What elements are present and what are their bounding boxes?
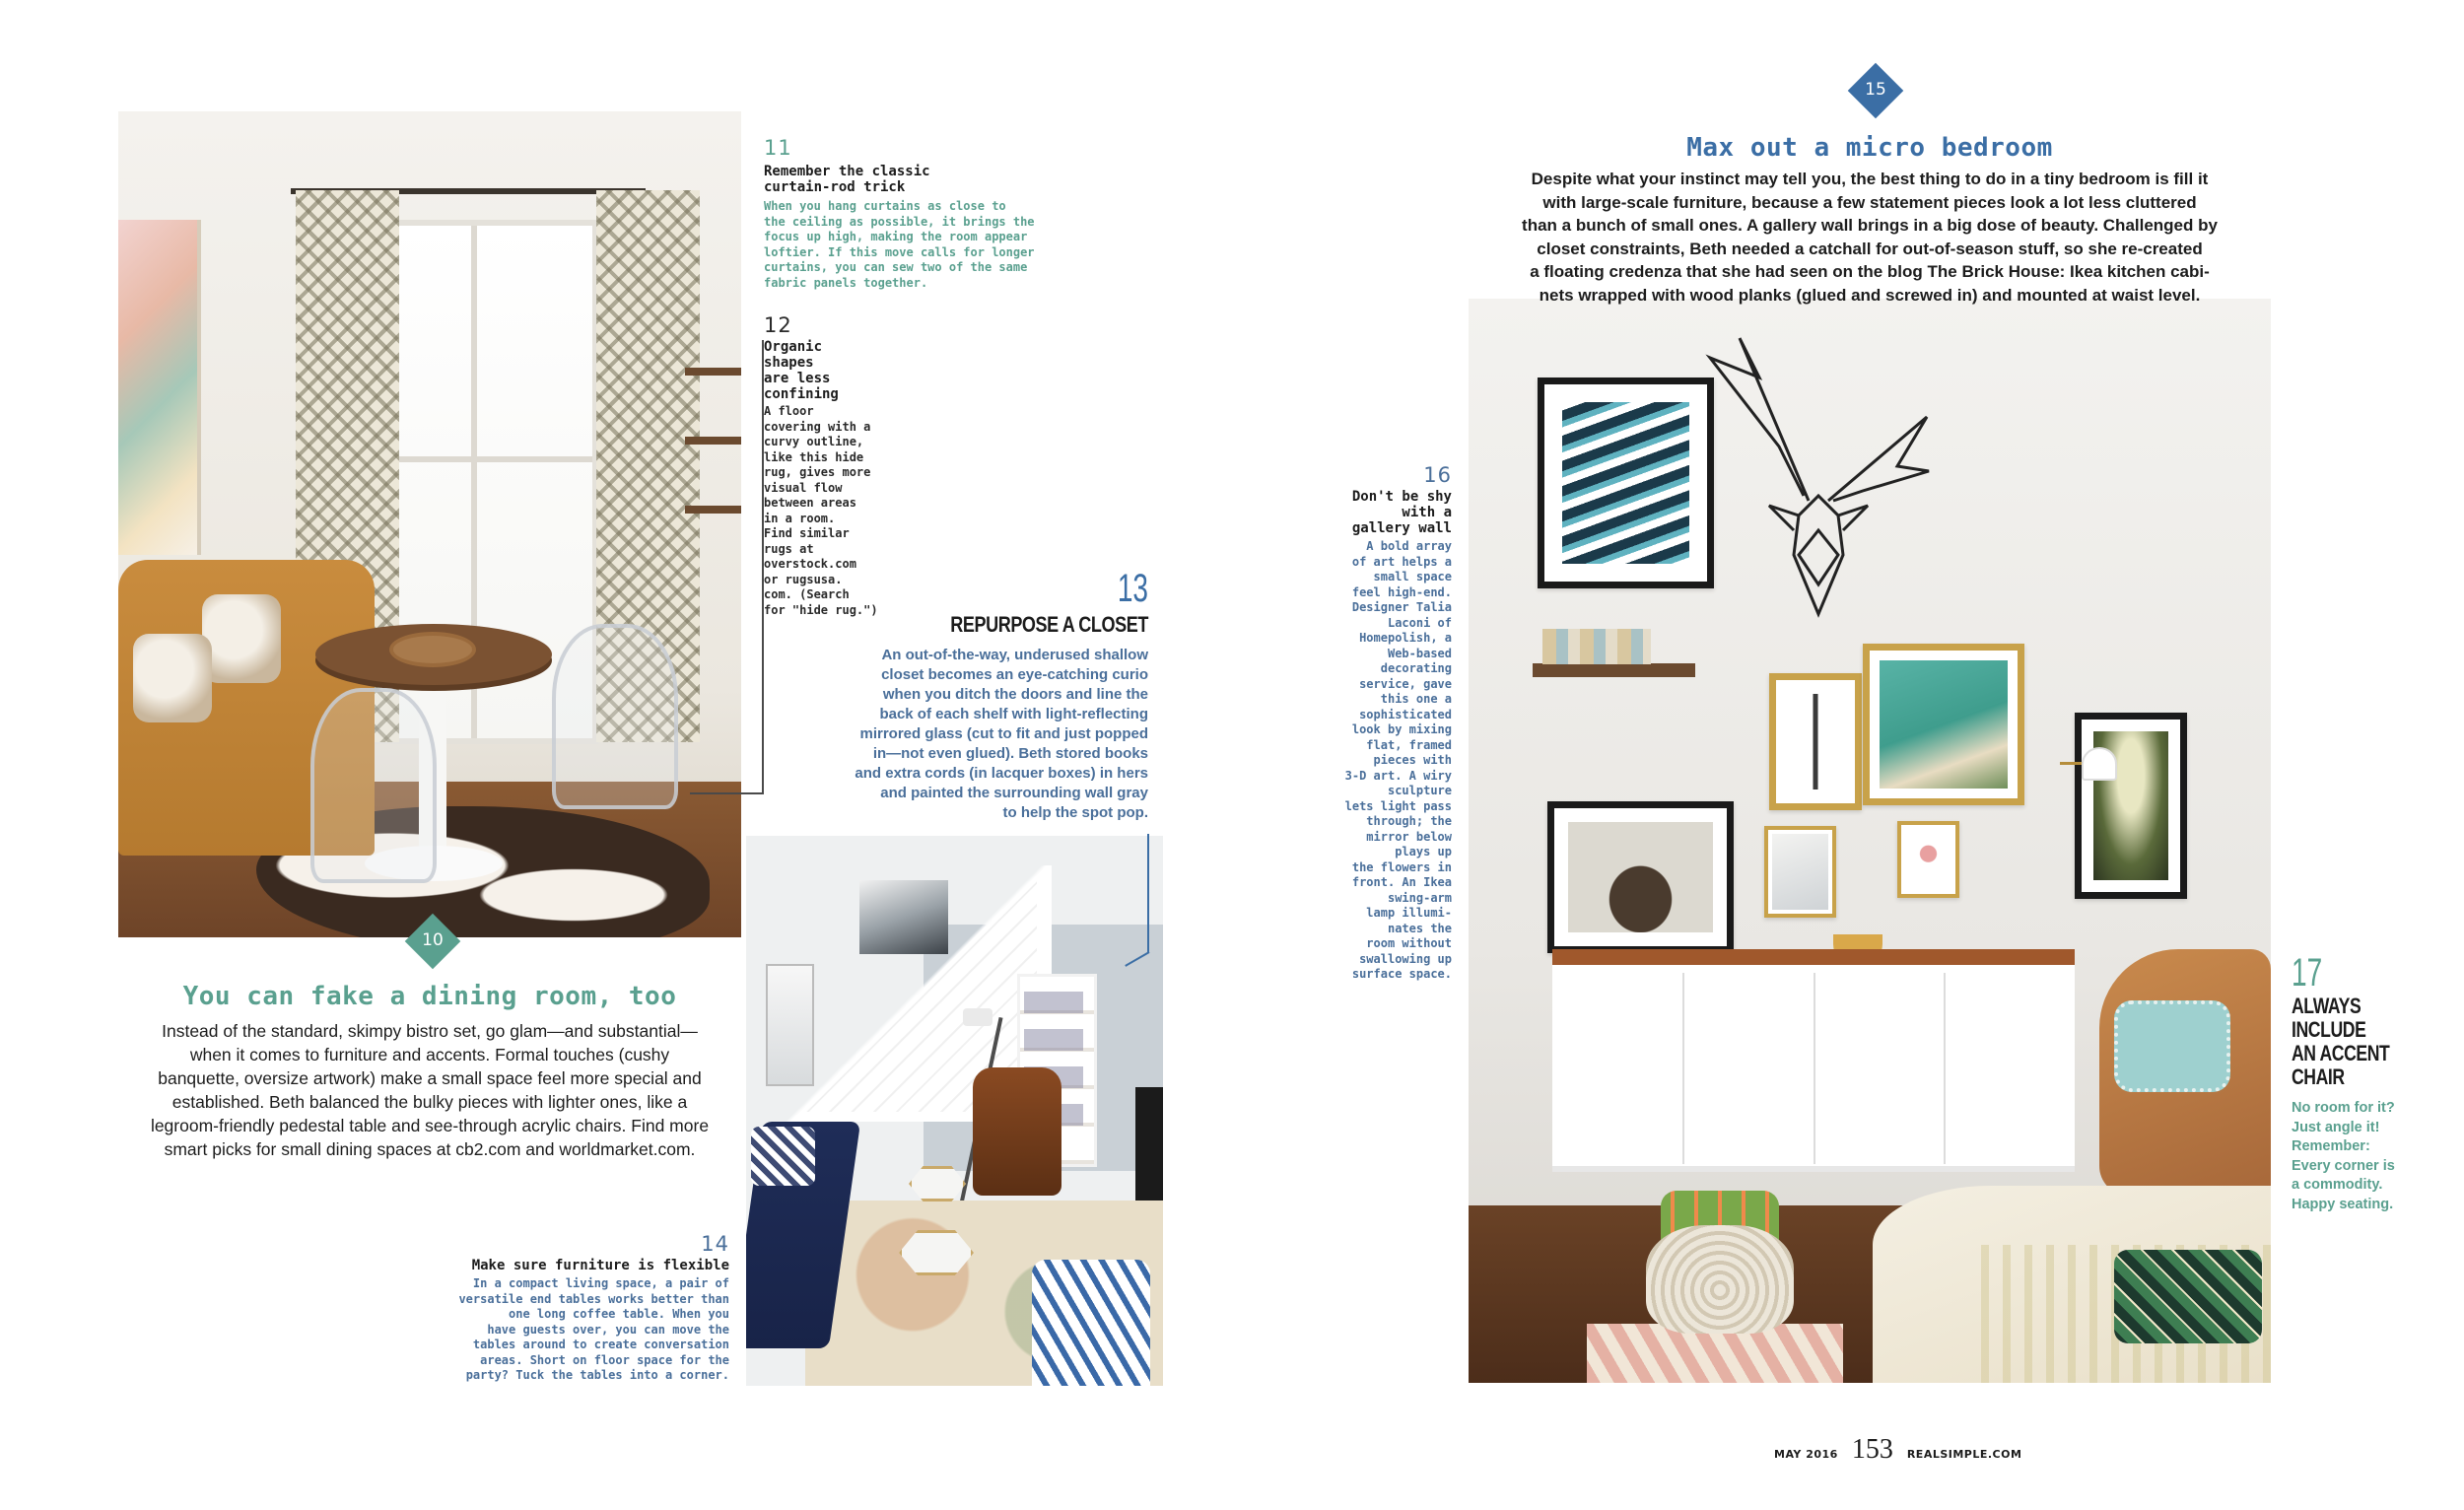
tip-12-body: A floor covering with a curvy outline, like this hide rug, gives more visual flow between areas in a room. Find similar rugs at overstock.com or rugsusa. com. (Search for "hide rug.") xyxy=(764,404,878,617)
tip-16 xyxy=(1281,463,1452,983)
tip-12-head: Organic shapes are less confining xyxy=(764,339,839,402)
tray xyxy=(389,632,476,667)
framed-art xyxy=(1538,378,1714,588)
folio-site: REALSIMPLE.COM xyxy=(1906,1448,2022,1461)
tip-17 xyxy=(2292,951,2459,1214)
framed-bison-photo xyxy=(1547,801,1734,953)
page-number: 153 xyxy=(1851,1434,1893,1465)
tip-14-body: In a compact living space, a pair of versatile end tables works better than one long coffee table. When you have guests over, you can move the tables around to create conversation areas. Short on floor space for the party? Tuck the tables into a corner. xyxy=(458,1276,729,1382)
tip-11-head: Remember the classic curtain-rod trick xyxy=(764,164,930,195)
tip-10-headline: You can fake a dining room, too xyxy=(182,982,677,1011)
tip-16-number: 16 xyxy=(1423,463,1452,487)
acrylic-chair xyxy=(310,688,437,883)
tip-16-body: A bold array of art helps a small space feel high-end. Designer Talia Laconi of Homepolish, a Web-based decorating service, gave this one a sophisticated look by mixing flat, framed pieces with 3-D art. A wiry sculpture lets light pass through; the mirror below plays up the flowers in front. An Ikea swing-arm lamp illumi- nates the room without swallowing up surface space. xyxy=(1344,539,1452,981)
woven-basket xyxy=(1646,1225,1794,1334)
framed-forest-print xyxy=(2075,713,2187,899)
leather-lounge-chair xyxy=(973,1067,1061,1196)
wall-shelf xyxy=(1533,663,1695,677)
pillow xyxy=(133,634,212,722)
dining-room-photo xyxy=(118,111,741,937)
tip-17-number: 17 xyxy=(2292,951,2323,995)
floor-mirror xyxy=(766,964,814,1086)
tip-11-body: When you hang curtains as close to the ceiling as possible, it brings the focus up high, making the room appear loftier. If this move calls for longer curtains, you can sew two of the same fabric panels together. xyxy=(764,199,1035,290)
tip-17-head: ALWAYS INCLUDE AN ACCENT CHAIR xyxy=(2292,994,2390,1089)
tip-15-number: 15 xyxy=(1865,80,1886,100)
wall-poster xyxy=(859,880,948,954)
tip-10-body: Instead of the standard, skimpy bistro set, go glam—and substantial— when it comes to furniture and accents. Formal touches (cushy banquette, oversize artwork) make a small space feel more special and established. Beth balanced the bulky pieces with lighter ones, like a legroom-friendly pedestal table and see-through acrylic chairs. Find more smart picks for small dining spaces at cb2.com and worldmarket.com. xyxy=(150,1021,710,1159)
framed-beach-print xyxy=(1863,644,2024,805)
tip-16-head: Don't be shy with a gallery wall xyxy=(1351,489,1452,536)
tip-11 xyxy=(764,136,1060,291)
tip-11-number: 11 xyxy=(764,136,792,160)
page-folio xyxy=(1774,1434,2030,1474)
bedroom-photo xyxy=(1469,299,2271,1383)
patterned-ottoman xyxy=(1032,1260,1150,1386)
folio-date: MAY 2016 xyxy=(1774,1448,1838,1461)
abstract-artwork xyxy=(118,220,201,555)
tip-10-number: 10 xyxy=(422,930,444,950)
tip-14-head: Make sure furniture is flexible xyxy=(471,1258,729,1273)
tip-13-leader xyxy=(1147,834,1149,952)
tip-13-body: An out-of-the-way, underused shallow closet becomes an eye-catching curio when you ditch the doors and line the back of each shelf with light-reflecting mirrored glass (cut to fit and just popped in—not even glued). Beth stored books and extra cords (in lacquer boxes) in hers and painted the surrounding wall gray to help the spot pop. xyxy=(855,647,1148,821)
end-table xyxy=(909,1166,966,1201)
pillow xyxy=(202,594,281,683)
tip-17-body: No room for it? Just angle it! Remember: Every corner is a commodity. Happy seating. xyxy=(2292,1100,2395,1212)
wire-antelope-sculpture xyxy=(1700,318,1937,653)
tip-13-head: REPURPOSE A CLOSET xyxy=(950,612,1148,637)
tip-12-number: 12 xyxy=(764,313,792,337)
tip-14 xyxy=(414,1232,729,1384)
framed-arrow-print xyxy=(1769,673,1862,810)
acrylic-chair xyxy=(552,624,678,809)
hanging-mirror xyxy=(1764,826,1836,918)
framed-flower-print xyxy=(1897,821,1959,898)
tip-15-headline: Max out a micro bedroom xyxy=(1686,133,2053,163)
floating-credenza xyxy=(1552,949,2075,1172)
tip-15-body: Despite what your instinct may tell you, the best thing to do in a tiny bedroom is fill it with large-scale furniture, because a few statement pieces look a lot less cluttered than a bunch of small ones. A gallery wall brings in a big dose of beauty. Challenged by closet constraints, Beth needed a catchall for out-of-season stuff, so she re-created a floating credenza that she had seen on the blog The Brick House: Ikea kitchen cabi- nets wrapped with wood planks (glued and screwed in) and mounted at waist level. xyxy=(1522,170,2218,305)
tip-14-number: 14 xyxy=(701,1232,729,1256)
swing-arm-lamp xyxy=(2082,747,2117,781)
floor-lamp xyxy=(963,1008,992,1026)
tip-12-leader xyxy=(762,340,764,793)
closet-photo xyxy=(746,836,1163,1386)
tip-13-number: 13 xyxy=(1117,567,1148,610)
tip-13 xyxy=(828,567,1148,823)
